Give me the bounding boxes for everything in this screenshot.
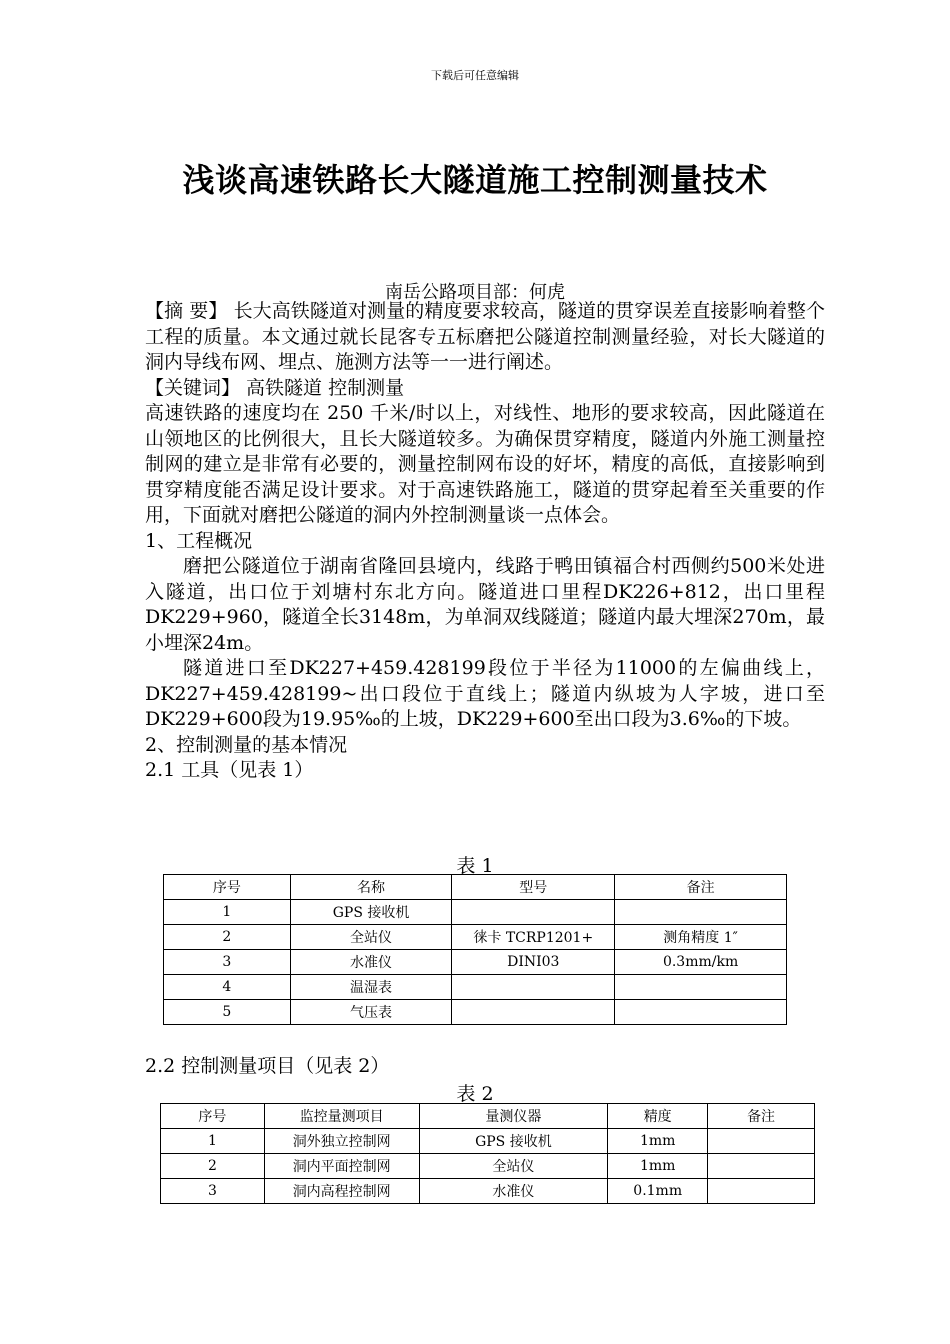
table-row xyxy=(164,975,787,1000)
table-cell: 3 xyxy=(161,1179,265,1204)
table-cell: 徕卡 TCRP1201+ xyxy=(452,925,615,950)
table-2-caption: 表 2 xyxy=(456,1083,494,1105)
table-row xyxy=(161,1154,815,1179)
table-header-row xyxy=(164,875,787,900)
table-cell: 1mm xyxy=(608,1129,708,1154)
table-cell: 1 xyxy=(161,1129,265,1154)
table-cell: 1mm xyxy=(608,1154,708,1179)
table-cell: GPS 接收机 xyxy=(419,1129,608,1154)
section-1-paragraph-2: 隧道进口至DK227+459.428199段位于半径为11000的左偏曲线上，DK227+459.428199~出口段位于直线上；隧道内纵坡为人字坡，进口至DK229+600段为19.95‰的上坡，DK229+600至出口段为3.6‰的下坡。 xyxy=(145,657,825,730)
header-note: 下载后可任意编辑 xyxy=(431,69,519,82)
table-row xyxy=(161,1129,815,1154)
header-cell: 监控量测项目 xyxy=(264,1104,419,1129)
table-cell: 气压表 xyxy=(290,1000,452,1025)
table-cell: 5 xyxy=(164,1000,291,1025)
header-cell: 序号 xyxy=(161,1104,265,1129)
table-cell: 全站仪 xyxy=(419,1154,608,1179)
intro-paragraph: 高速铁路的速度均在 250 千米/时以上，对线性、地形的要求较高，因此隧道在山领地区的比例很大，且长大隧道较多。为确保贯穿精度，隧道内外施工测量控制网的建立是非常有必要的，测量控制网布设的好坏，精度的高低，直接影响到贯穿精度能否满足设计要求。对于高速铁路施工，隧道的贯穿起着至关重要的作用，下面就对磨把公隧道的洞内外控制测量谈一点体会。 xyxy=(145,402,825,526)
table-cell: 洞内高程控制网 xyxy=(264,1179,419,1204)
table-cell xyxy=(452,1000,615,1025)
header-cell: 备注 xyxy=(708,1104,815,1129)
table-cell: 水准仪 xyxy=(290,950,452,975)
header-cell: 名称 xyxy=(290,875,452,900)
section-2-heading: 2、控制测量的基本情况 xyxy=(145,733,348,756)
table-cell xyxy=(452,975,615,1000)
table-cell: 测角精度 1″ xyxy=(615,925,787,950)
table-cell: 洞外独立控制网 xyxy=(264,1129,419,1154)
table-cell: 水准仪 xyxy=(419,1179,608,1204)
table-cell: 2 xyxy=(161,1154,265,1179)
body-text xyxy=(145,299,825,784)
section-2-2-heading: 2.2 控制测量项目（见表 2） xyxy=(145,1055,390,1077)
table-cell xyxy=(452,900,615,925)
table-cell: DINI03 xyxy=(452,950,615,975)
header-cell: 型号 xyxy=(452,875,615,900)
table-header-row xyxy=(161,1104,815,1129)
table-row xyxy=(164,950,787,975)
header-cell: 序号 xyxy=(164,875,291,900)
table-1 xyxy=(163,874,787,1025)
table-cell: 0.3mm/km xyxy=(615,950,787,975)
table-row xyxy=(164,925,787,950)
table-cell xyxy=(708,1179,815,1204)
table-cell xyxy=(615,1000,787,1025)
table-cell xyxy=(708,1129,815,1154)
header-cell: 备注 xyxy=(615,875,787,900)
table-cell xyxy=(708,1154,815,1179)
table-row xyxy=(164,1000,787,1025)
table-cell: GPS 接收机 xyxy=(290,900,452,925)
table-2 xyxy=(160,1103,815,1204)
table-row xyxy=(161,1179,815,1204)
author-line: 南岳公路项目部：何虎 xyxy=(385,282,565,303)
header-cell: 量测仪器 xyxy=(419,1104,608,1129)
table-cell: 2 xyxy=(164,925,291,950)
table-cell: 0.1mm xyxy=(608,1179,708,1204)
table-cell xyxy=(615,975,787,1000)
section-2-1-heading: 2.1 工具（见表 1） xyxy=(145,759,314,781)
section-1-heading: 1、工程概况 xyxy=(145,529,253,552)
table-row xyxy=(164,900,787,925)
table-cell: 洞内平面控制网 xyxy=(264,1154,419,1179)
table-cell: 温湿表 xyxy=(290,975,452,1000)
table-cell xyxy=(615,900,787,925)
table-cell: 4 xyxy=(164,975,291,1000)
document-title: 浅谈高速铁路长大隧道施工控制测量技术 xyxy=(182,161,768,199)
table-cell: 全站仪 xyxy=(290,925,452,950)
table-1-caption: 表 1 xyxy=(456,855,494,877)
section-2-2 xyxy=(145,1054,825,1080)
table-cell: 3 xyxy=(164,950,291,975)
section-1-paragraph-1: 磨把公隧道位于湖南省隆回县境内，线路于鸭田镇福合村西侧约500米处进入隧道，出口位于刘塘村东北方向。隧道进口里程DK226+812，出口里程DK229+960，隧道全长3148m，为单洞双线隧道；隧道内最大埋深270m，最小埋深24m。 xyxy=(145,555,825,654)
table-cell: 1 xyxy=(164,900,291,925)
header-cell: 精度 xyxy=(608,1104,708,1129)
abstract-paragraph: 【摘 要】 长大高铁隧道对测量的精度要求较高，隧道的贯穿误差直接影响着整个工程的质量。本文通过就长昆客专五标磨把公隧道控制测量经验，对长大隧道的洞内导线布网、埋点、施测方法等一一进行阐述。 xyxy=(145,300,825,373)
keywords-line: 【关键词】 高铁隧道 控制测量 xyxy=(145,376,405,399)
